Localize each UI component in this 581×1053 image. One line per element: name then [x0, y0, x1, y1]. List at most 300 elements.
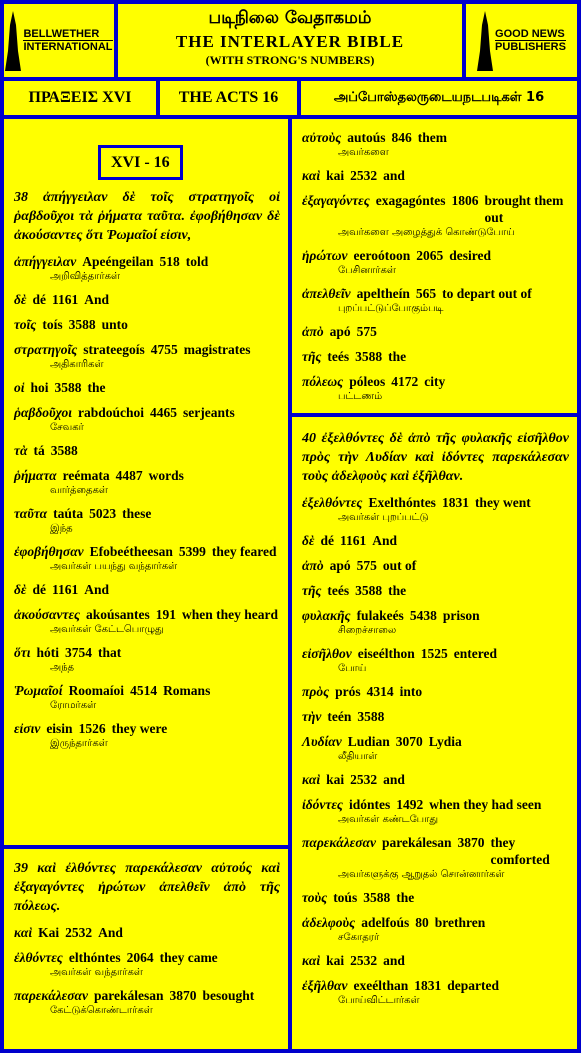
- english-gloss: they were: [111, 721, 168, 736]
- strongs-number: 575: [356, 324, 377, 339]
- tamil-gloss: அவர்களுக்கு ஆறுதல் சொன்னார்கள்: [338, 869, 505, 880]
- transliteration: dé: [320, 533, 334, 548]
- word-entry: [302, 247, 569, 277]
- english-gloss: And: [372, 533, 397, 548]
- strongs-number: 1831: [414, 978, 442, 993]
- word-entry: [14, 316, 280, 333]
- entry-line: [302, 557, 569, 574]
- greek-word: καὶ: [302, 168, 321, 183]
- english-gloss: the: [388, 583, 407, 598]
- strongs-number: 5399: [178, 544, 206, 559]
- transliteration: taúta: [53, 506, 84, 521]
- transliteration: póleos: [349, 374, 386, 389]
- word-entry: [14, 442, 280, 459]
- transliteration: apó: [329, 558, 351, 573]
- entry-line: [302, 914, 569, 931]
- english-gloss: Romans: [163, 683, 211, 698]
- english-gloss: the: [396, 890, 415, 905]
- entry-line: [302, 708, 569, 725]
- verse-40-panel: [288, 413, 581, 1053]
- strongs-number: 1526: [78, 721, 106, 736]
- greek-word: ῥήματα: [14, 468, 57, 483]
- strongs-number: 3588: [363, 890, 391, 905]
- english-gloss: they came: [159, 950, 218, 965]
- word-entry: [14, 924, 280, 941]
- entry-line: [302, 645, 569, 662]
- english-gloss: and: [383, 168, 405, 183]
- title-main: THE INTERLAYER BIBLE: [175, 32, 405, 51]
- transliteration: dé: [32, 582, 46, 597]
- entry-line: [302, 834, 569, 868]
- english-gloss: the: [388, 349, 407, 364]
- word-entry: [302, 129, 569, 159]
- strongs-number: 3754: [65, 645, 93, 660]
- entry-line: [302, 192, 569, 226]
- word-entry: [14, 682, 280, 712]
- transliteration: idóntes: [348, 797, 391, 812]
- tamil-gloss: போய்: [338, 663, 367, 674]
- tamil-gloss: இந்த: [50, 523, 73, 534]
- strongs-number: 2532: [350, 772, 378, 787]
- tamil-gloss: அறிவித்தார்கள்: [50, 271, 120, 282]
- english-gloss: magistrates: [183, 342, 251, 357]
- logo-right-line1: GOOD NEWS: [495, 28, 565, 40]
- transliteration: exeélthan: [353, 978, 409, 993]
- entry-line: [14, 404, 280, 421]
- transliteration: teés: [327, 583, 350, 598]
- greek-word: ἀκούσαντες: [14, 607, 81, 622]
- tamil-gloss: சேவகர்: [50, 422, 84, 433]
- english-gloss: to depart out of: [442, 286, 532, 301]
- greek-word: καὶ: [302, 772, 321, 787]
- greek-word: τοὺς: [302, 890, 328, 905]
- english-gloss: serjeants: [183, 405, 235, 420]
- greek-word: τὰ: [14, 443, 28, 458]
- english-gloss: city: [424, 374, 446, 389]
- transliteration: akoúsantes: [86, 607, 150, 622]
- entry-line: [302, 977, 569, 994]
- greek-word: ἐφοβήθησαν: [14, 544, 84, 559]
- bell-tower-icon: [5, 11, 21, 71]
- strongs-number: 3588: [50, 443, 78, 458]
- english-gloss: And: [84, 582, 109, 597]
- title-block: [114, 0, 466, 81]
- tamil-gloss: பேசினார்கள்: [338, 265, 396, 276]
- entry-line: [302, 889, 569, 906]
- english-gloss: them: [417, 130, 448, 145]
- english-gloss: brought them out: [484, 193, 564, 225]
- transliteration: toús: [333, 890, 358, 905]
- strongs-number: 191: [155, 607, 177, 622]
- english-gloss: And: [98, 925, 123, 940]
- word-entry: [302, 167, 569, 184]
- entry-line: [14, 606, 280, 623]
- tamil-gloss: பட்டணம்: [338, 391, 383, 402]
- greek-word: τῆς: [302, 349, 322, 364]
- word-entry: [302, 771, 569, 788]
- verse-38-entries: [14, 253, 280, 750]
- word-entry: [302, 285, 569, 315]
- tower-icon: [477, 11, 493, 71]
- good-news-logo: [462, 0, 581, 81]
- strongs-number: 1831: [441, 495, 469, 510]
- word-entry: [14, 543, 280, 573]
- entry-line: [14, 379, 280, 396]
- word-entry: [302, 952, 569, 969]
- word-entry: [14, 505, 280, 535]
- entry-line: [302, 607, 569, 624]
- entry-line: [302, 582, 569, 599]
- greek-word: πόλεως: [302, 374, 344, 389]
- entry-line: [14, 291, 280, 308]
- word-entry: [302, 914, 569, 944]
- transliteration: exagagóntes: [375, 193, 446, 208]
- entry-line: [302, 683, 569, 700]
- greek-word: τοῖς: [14, 317, 37, 332]
- transliteration: kai: [326, 168, 345, 183]
- greek-word: ἐξελθόντες: [302, 495, 363, 510]
- transliteration: tá: [33, 443, 45, 458]
- title-sub: (WITH STRONG'S NUMBERS): [205, 53, 375, 67]
- greek-word: ἐλθόντες: [14, 950, 63, 965]
- english-gloss: Lydia: [428, 734, 462, 749]
- entry-line: [302, 247, 569, 264]
- transliteration: strateegoís: [83, 342, 145, 357]
- transliteration: teés: [327, 349, 350, 364]
- tamil-gloss: அவர்கள் பயந்து வந்தார்கள்: [50, 561, 178, 572]
- word-entry: [302, 977, 569, 1007]
- word-entry: [14, 949, 280, 979]
- greek-word: ἀπὸ: [302, 558, 324, 573]
- verse-40-entries: [302, 494, 569, 1007]
- greek-word: στρατηγοῖς: [14, 342, 78, 357]
- word-entry: [302, 557, 569, 574]
- tamil-gloss: அவர்கள் கேட்டபொழுது: [50, 624, 164, 635]
- transliteration: teén: [327, 709, 352, 724]
- entry-line: [14, 442, 280, 459]
- greek-word: ἐξῆλθαν: [302, 978, 348, 993]
- bellwether-logo: [0, 0, 118, 81]
- strongs-number: 3870: [169, 988, 197, 1003]
- greek-word: παρεκάλεσαν: [14, 988, 88, 1003]
- english-gloss: when they had seen: [429, 797, 542, 812]
- title-tamil: படிநிலை வேதாகமம்: [208, 8, 372, 28]
- english-gloss: that: [98, 645, 122, 660]
- greek-word: αὐτοὺς: [302, 130, 342, 145]
- word-entry: [302, 494, 569, 524]
- english-gloss: they comforted: [490, 835, 550, 867]
- greek-word: καὶ: [302, 953, 321, 968]
- transliteration: toís: [42, 317, 63, 332]
- transliteration: kai: [326, 953, 345, 968]
- strongs-number: 4172: [391, 374, 419, 389]
- greek-word: πρὸς: [302, 684, 330, 699]
- entry-line: [302, 733, 569, 750]
- book-tamil: அப்போஸ்தலருடையநடபடிகள் 16: [297, 77, 581, 119]
- transliteration: Apeéngeilan: [82, 254, 154, 269]
- word-entry: [302, 323, 569, 340]
- strongs-number: 5023: [89, 506, 117, 521]
- transliteration: autoús: [347, 130, 386, 145]
- verse-38-text: 38 ἀπήγγειλαν δὲ τοῖς στρατηγοῖς οἱ ῥαβδοῦχοι τὰ ῥήματα ταῦτα. ἐφοβήθησαν δὲ ἀκούσαντες ὅτι Ῥωμαῖοί εἰσιν,: [14, 190, 280, 243]
- strongs-number: 1492: [396, 797, 424, 812]
- transliteration: parekálesan: [381, 835, 452, 850]
- verse-39b-panel: [288, 115, 581, 417]
- strongs-number: 3588: [68, 317, 96, 332]
- strongs-number: 1806: [451, 193, 479, 208]
- transliteration: reémata: [62, 468, 110, 483]
- strongs-number: 4487: [115, 468, 143, 483]
- greek-word: τὴν: [302, 709, 322, 724]
- transliteration: apeltheín: [356, 286, 410, 301]
- transliteration: adelfoús: [361, 915, 410, 930]
- entry-line: [302, 494, 569, 511]
- english-gloss: brethren: [434, 915, 486, 930]
- word-entry: [14, 606, 280, 636]
- transliteration: Roomaíoi: [68, 683, 125, 698]
- greek-word: οἱ: [14, 380, 25, 395]
- entry-line: [14, 949, 280, 966]
- word-entry: [14, 644, 280, 674]
- word-entry: [14, 987, 280, 1017]
- english-gloss: told: [185, 254, 209, 269]
- transliteration: prós: [335, 684, 361, 699]
- entry-line: [14, 581, 280, 598]
- greek-word: ἀπήγγειλαν: [14, 254, 77, 269]
- entry-line: [14, 682, 280, 699]
- transliteration: rabdoúchoi: [77, 405, 145, 420]
- strongs-number: 2065: [416, 248, 444, 263]
- english-gloss: And: [84, 292, 109, 307]
- greek-word: ἀπὸ: [302, 324, 324, 339]
- english-gloss: out of: [382, 558, 417, 573]
- greek-word: ἐξαγαγόντες: [302, 193, 370, 208]
- strongs-number: 2532: [65, 925, 93, 940]
- transliteration: Efobeétheesan: [89, 544, 173, 559]
- entry-line: [14, 720, 280, 737]
- entry-line: [14, 644, 280, 661]
- transliteration: apó: [329, 324, 351, 339]
- greek-word: ἀπελθεῖν: [302, 286, 351, 301]
- greek-word: ὅτι: [14, 645, 31, 660]
- strongs-number: 1525: [420, 646, 448, 661]
- verse-39b-entries: [302, 129, 569, 403]
- english-gloss: desired: [449, 248, 492, 263]
- entry-line: [302, 348, 569, 365]
- word-entry: [14, 291, 280, 308]
- english-gloss: entered: [453, 646, 497, 661]
- strongs-number: 3070: [395, 734, 423, 749]
- word-entry: [302, 796, 569, 826]
- english-gloss: the: [87, 380, 106, 395]
- tamil-gloss: அந்த: [50, 662, 75, 673]
- tamil-gloss: அவர்களை அழைத்துக் கொண்டுபோய்: [338, 227, 515, 238]
- transliteration: Kai: [38, 925, 60, 940]
- book-greek: ΠΡΑΞΕΙΣ XVI: [0, 77, 160, 119]
- logo-left-line2: INTERNATIONAL: [23, 41, 113, 53]
- transliteration: hóti: [36, 645, 60, 660]
- strongs-number: 3588: [355, 583, 383, 598]
- word-entry: [14, 253, 280, 283]
- word-entry: [14, 379, 280, 396]
- greek-word: ταῦτα: [14, 506, 48, 521]
- entry-line: [302, 532, 569, 549]
- entry-line: [302, 771, 569, 788]
- transliteration: eisin: [46, 721, 73, 736]
- word-entry: [302, 645, 569, 675]
- strongs-number: 2064: [126, 950, 154, 965]
- transliteration: hoi: [30, 380, 49, 395]
- word-entry: [302, 532, 569, 549]
- word-entry: [14, 581, 280, 598]
- entry-line: [302, 952, 569, 969]
- tamil-gloss: அவர்களை: [338, 147, 389, 158]
- english-gloss: words: [148, 468, 184, 483]
- tamil-gloss: இருந்தார்கள்: [50, 738, 108, 749]
- greek-word: δὲ: [14, 582, 27, 597]
- tamil-gloss: போய்விட்டார்கள்: [338, 995, 420, 1006]
- chapter-label: XVI - 16: [98, 145, 183, 180]
- word-entry: [302, 373, 569, 403]
- tamil-gloss: லீதியாள்: [338, 751, 378, 762]
- verse-40-text: 40 ἐξελθόντες δὲ ἀπὸ τῆς φυλακῆς εἰσῆλθον πρὸς τὴν Λυδίαν καὶ ἰδόντες παρεκάλεσαν τοὺς ἀδελφοὺς καὶ ἐξῆλθαν.: [302, 431, 569, 484]
- entry-line: [14, 924, 280, 941]
- greek-word: παρεκάλεσαν: [302, 835, 376, 850]
- strongs-number: 3588: [54, 380, 82, 395]
- word-entry: [302, 607, 569, 637]
- strongs-number: 5438: [409, 608, 437, 623]
- word-entry: [302, 733, 569, 763]
- strongs-number: 575: [356, 558, 377, 573]
- transliteration: kai: [326, 772, 345, 787]
- word-entry: [14, 467, 280, 497]
- tamil-gloss: அதிகாரிகள்: [50, 359, 104, 370]
- greek-word: Ῥωμαῖοί: [14, 683, 63, 698]
- strongs-number: 2532: [350, 168, 378, 183]
- tamil-gloss: அவர்கள் புறப்பட்டு: [338, 512, 429, 523]
- transliteration: parekálesan: [93, 988, 164, 1003]
- transliteration: eiseélthon: [357, 646, 415, 661]
- tamil-gloss: சகோதரர்: [338, 932, 380, 943]
- greek-word: τῆς: [302, 583, 322, 598]
- strongs-number: 1161: [51, 582, 79, 597]
- transliteration: Exelthóntes: [368, 495, 436, 510]
- english-gloss: they feared: [211, 544, 277, 559]
- entry-line: [302, 167, 569, 184]
- strongs-number: 518: [159, 254, 180, 269]
- entry-line: [14, 341, 280, 358]
- logo-right-line2: PUBLISHERS: [495, 41, 566, 53]
- greek-word: ῥαβδοῦχοι: [14, 405, 72, 420]
- word-entry: [14, 341, 280, 371]
- transliteration: dé: [32, 292, 46, 307]
- greek-word: δὲ: [14, 292, 27, 307]
- english-gloss: into: [399, 684, 423, 699]
- greek-word: καὶ: [14, 925, 33, 940]
- strongs-number: 565: [415, 286, 437, 301]
- english-gloss: unto: [101, 317, 128, 332]
- strongs-number: 4755: [150, 342, 178, 357]
- verse-39-text: 39 καὶ ἐλθόντες παρεκάλεσαν αὐτούς καὶ ἐξαγαγόντες ἠρώτων ἀπελθεῖν ἀπὸ τῆς πόλεως.: [14, 861, 280, 914]
- strongs-number: 2532: [350, 953, 378, 968]
- transliteration: fulakeés: [356, 608, 404, 623]
- strongs-number: 4465: [150, 405, 178, 420]
- english-gloss: departed: [447, 978, 499, 993]
- entry-line: [302, 796, 569, 813]
- strongs-number: 4514: [130, 683, 158, 698]
- strongs-number: 1161: [339, 533, 367, 548]
- entry-line: [302, 323, 569, 340]
- greek-word: εἰσιν: [14, 721, 41, 736]
- tamil-gloss: புறப்பட்டுப்போகும்படி: [338, 303, 444, 314]
- english-gloss: besought: [202, 988, 255, 1003]
- greek-word: ἠρώτων: [302, 248, 348, 263]
- transliteration: elthóntes: [68, 950, 121, 965]
- transliteration: eeroótoon: [353, 248, 411, 263]
- word-entry: [14, 720, 280, 750]
- strongs-number: 3588: [355, 349, 383, 364]
- verse-39-panel: [0, 845, 292, 1053]
- strongs-number: 80: [415, 915, 429, 930]
- verse-39-entries: [14, 924, 280, 1017]
- word-entry: [302, 834, 569, 881]
- strongs-number: 4314: [366, 684, 394, 699]
- entry-line: [302, 285, 569, 302]
- english-gloss: when they heard: [182, 607, 279, 622]
- english-gloss: these: [122, 506, 152, 521]
- entry-line: [302, 129, 569, 146]
- entry-line: [14, 316, 280, 333]
- tamil-gloss: வார்த்தைகள்: [50, 485, 108, 496]
- word-entry: [302, 192, 569, 239]
- english-gloss: and: [383, 953, 405, 968]
- entry-line: [14, 467, 280, 484]
- english-gloss: prison: [442, 608, 480, 623]
- english-gloss: they went: [474, 495, 531, 510]
- entry-line: [302, 373, 569, 390]
- entry-line: [14, 505, 280, 522]
- greek-word: φυλακῆς: [302, 608, 351, 623]
- strongs-number: 3588: [357, 709, 385, 724]
- entry-line: [14, 987, 280, 1004]
- word-entry: [302, 708, 569, 725]
- tamil-gloss: அவர்கள் வந்தார்கள்: [50, 967, 143, 978]
- word-entry: [302, 582, 569, 599]
- transliteration: Ludian: [347, 734, 390, 749]
- tamil-gloss: ரோமர்கள்: [50, 700, 97, 711]
- greek-word: ἰδόντες: [302, 797, 343, 812]
- greek-word: ἀδελφοὺς: [302, 915, 356, 930]
- greek-word: δὲ: [302, 533, 315, 548]
- greek-word: Λυδίαν: [302, 734, 342, 749]
- logo-left-line1: BELLWETHER: [23, 28, 100, 40]
- word-entry: [14, 404, 280, 434]
- tamil-gloss: சிறைச்சாலை: [338, 625, 397, 636]
- word-entry: [302, 889, 569, 906]
- strongs-number: 3870: [457, 835, 485, 850]
- tamil-gloss: கேட்டுக்கொண்டார்கள்: [50, 1005, 153, 1016]
- strongs-number: 1161: [51, 292, 79, 307]
- book-english: THE ACTS 16: [156, 77, 301, 119]
- greek-word: εἰσῆλθον: [302, 646, 352, 661]
- english-gloss: and: [383, 772, 405, 787]
- strongs-number: 846: [391, 130, 412, 145]
- word-entry: [302, 683, 569, 700]
- word-entry: [302, 348, 569, 365]
- entry-line: [14, 543, 280, 560]
- verse-38-panel: [0, 115, 292, 849]
- tamil-gloss: அவர்கள் கண்டபோது: [338, 814, 439, 825]
